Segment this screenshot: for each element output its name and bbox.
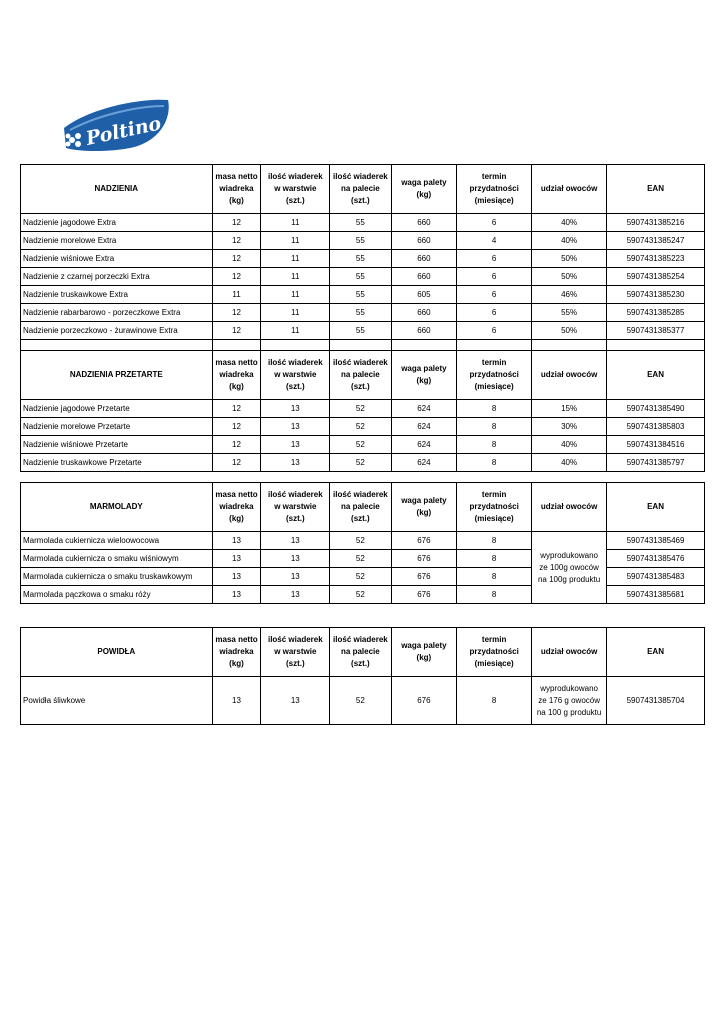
value-cell: 50% <box>532 268 607 286</box>
column-header-line: w warstwie <box>274 647 317 656</box>
table-row <box>21 400 705 418</box>
value-cell: 40% <box>532 232 607 250</box>
column-header <box>212 165 261 214</box>
value-cell: 660 <box>391 304 457 322</box>
column-header <box>330 483 391 532</box>
value-cell: 30% <box>532 418 607 436</box>
column-header <box>330 165 391 214</box>
value-cell: 660 <box>391 232 457 250</box>
value-cell: 6 <box>457 304 532 322</box>
column-header-line: masa netto <box>215 635 258 644</box>
product-name-cell: Marmolada cukiernicza o smaku wiśniowym <box>21 550 213 568</box>
value-cell: 52 <box>330 532 391 550</box>
value-cell: 660 <box>391 250 457 268</box>
column-header-line: (miesiące) <box>474 659 514 668</box>
value-cell: 11 <box>212 286 261 304</box>
column-header <box>457 628 532 677</box>
value-cell: 11 <box>261 232 330 250</box>
column-header <box>607 165 705 214</box>
column-header-line: waga palety <box>401 178 447 187</box>
value-cell: 11 <box>261 268 330 286</box>
section-header-row <box>21 165 705 214</box>
column-header <box>532 628 607 677</box>
column-header <box>532 351 607 400</box>
column-header-line: waga palety <box>401 641 447 650</box>
column-header-line: termin <box>481 490 507 499</box>
section-header-row <box>21 628 705 677</box>
value-cell: 13 <box>212 586 261 604</box>
table-row <box>21 532 705 550</box>
value-cell: 8 <box>457 532 532 550</box>
table-row <box>21 436 705 454</box>
value-cell: 8 <box>457 436 532 454</box>
spacer-cell <box>261 340 330 351</box>
column-header-line: (kg) <box>229 382 244 391</box>
fruit-share-line: na 100 g produktu <box>536 707 602 717</box>
value-cell: 11 <box>261 322 330 340</box>
value-cell: 12 <box>212 232 261 250</box>
column-header-line: (kg) <box>229 196 244 205</box>
column-header-line: wiadreka <box>219 502 254 511</box>
value-cell: 624 <box>391 454 457 472</box>
products-table-nadzienia <box>20 164 705 472</box>
column-header <box>391 628 457 677</box>
value-cell: 8 <box>457 418 532 436</box>
value-cell: 12 <box>212 400 261 418</box>
value-cell: 55 <box>330 232 391 250</box>
value-cell: 12 <box>212 436 261 454</box>
column-header-line: na palecie <box>341 502 380 511</box>
product-name-cell: Marmolada cukiernicza o smaku truskawkowym <box>21 568 213 586</box>
spacer-cell <box>457 340 532 351</box>
table-row <box>21 286 705 304</box>
column-header <box>532 165 607 214</box>
ean-cell: 5907431385681 <box>607 586 705 604</box>
column-header-line: (kg) <box>229 659 244 668</box>
column-header <box>457 483 532 532</box>
value-cell: 55 <box>330 268 391 286</box>
ean-cell: 5907431385803 <box>607 418 705 436</box>
value-cell: 12 <box>212 268 261 286</box>
column-header <box>391 165 457 214</box>
table-row <box>21 677 705 725</box>
value-cell: 660 <box>391 322 457 340</box>
column-header-line: EAN <box>647 370 664 379</box>
value-cell: 55 <box>330 304 391 322</box>
column-header-line: waga palety <box>401 496 447 505</box>
column-header-line: ilość wiaderek <box>333 172 388 181</box>
column-header-line: (szt.) <box>285 196 305 205</box>
column-header <box>261 165 330 214</box>
column-header-line: przydatności <box>469 647 519 656</box>
value-cell: 660 <box>391 268 457 286</box>
column-header-line: (miesiące) <box>474 514 514 523</box>
value-cell: 40% <box>532 436 607 454</box>
ean-cell: 5907431385704 <box>607 677 705 725</box>
column-header-line: (szt.) <box>351 382 370 391</box>
column-header-line: udział owoców <box>540 370 598 379</box>
column-header-line: (szt.) <box>351 514 370 523</box>
value-cell: 8 <box>457 454 532 472</box>
value-cell: 8 <box>457 550 532 568</box>
column-header <box>457 351 532 400</box>
value-cell: 15% <box>532 400 607 418</box>
column-header-line: EAN <box>647 184 664 193</box>
value-cell: 13 <box>212 568 261 586</box>
ean-cell: 5907431385247 <box>607 232 705 250</box>
spacer-cell <box>21 340 213 351</box>
value-cell: 52 <box>330 677 391 725</box>
value-cell: 13 <box>261 532 330 550</box>
value-cell: 8 <box>457 568 532 586</box>
spacer-cell <box>391 340 457 351</box>
value-cell: 13 <box>261 436 330 454</box>
value-cell: 52 <box>330 454 391 472</box>
value-cell: 52 <box>330 400 391 418</box>
spacer-row <box>21 340 705 351</box>
column-header-line: termin <box>481 358 507 367</box>
column-header-line: wiadreka <box>219 370 254 379</box>
value-cell: 52 <box>330 550 391 568</box>
ean-cell: 5907431385216 <box>607 214 705 232</box>
section-title: MARMOLADY <box>21 483 213 532</box>
ean-cell: 5907431385230 <box>607 286 705 304</box>
product-name-cell: Nadzienie truskawkowe Przetarte <box>21 454 213 472</box>
column-header-line: (szt.) <box>351 196 370 205</box>
ean-cell: 5907431384516 <box>607 436 705 454</box>
section-title: NADZIENIA PRZETARTE <box>21 351 213 400</box>
product-name-cell: Nadzienie wiśniowe Extra <box>21 250 213 268</box>
fruit-share-line: na 100g produktu <box>537 574 601 584</box>
product-name-cell: Nadzienie z czarnej porzeczki Extra <box>21 268 213 286</box>
value-cell: 13 <box>261 418 330 436</box>
value-cell: 13 <box>261 586 330 604</box>
column-header-line: termin <box>481 172 507 181</box>
value-cell: 8 <box>457 586 532 604</box>
product-name-cell: Nadzienie rabarbarowo - porzeczkowe Extra <box>21 304 213 322</box>
column-header-line: (miesiące) <box>474 196 514 205</box>
column-header-line: (szt.) <box>285 514 305 523</box>
spacer-cell <box>607 340 705 351</box>
column-header-line: ilość wiaderek <box>267 172 323 181</box>
value-cell: 8 <box>457 677 532 725</box>
column-header-line: termin <box>481 635 507 644</box>
value-cell: 40% <box>532 214 607 232</box>
value-cell: 676 <box>391 677 457 725</box>
column-header-line: ilość wiaderek <box>267 490 323 499</box>
column-header-line: przydatności <box>469 184 519 193</box>
value-cell: 52 <box>330 568 391 586</box>
product-name-cell: Nadzienie porzeczkowo - żurawinowe Extra <box>21 322 213 340</box>
value-cell: 624 <box>391 436 457 454</box>
column-header-line: (kg) <box>229 514 244 523</box>
column-header <box>607 628 705 677</box>
column-header <box>391 483 457 532</box>
value-cell: 13 <box>212 677 261 725</box>
column-header-line: udział owoców <box>540 647 598 656</box>
column-header <box>607 483 705 532</box>
column-header <box>261 351 330 400</box>
value-cell: 55 <box>330 322 391 340</box>
column-header <box>261 628 330 677</box>
column-header <box>212 351 261 400</box>
column-header-line: waga palety <box>401 364 447 373</box>
logo-text: Poltino <box>84 112 164 150</box>
table-row <box>21 268 705 286</box>
value-cell: 660 <box>391 214 457 232</box>
column-header <box>212 628 261 677</box>
column-header-line: (kg) <box>416 508 432 517</box>
value-cell: 676 <box>391 568 457 586</box>
column-header-line: udział owoców <box>540 184 598 193</box>
value-cell: 13 <box>261 400 330 418</box>
column-header-line: EAN <box>647 502 664 511</box>
value-cell: 6 <box>457 250 532 268</box>
value-cell: 55 <box>330 286 391 304</box>
column-header-line: (szt.) <box>285 659 305 668</box>
value-cell: 52 <box>330 418 391 436</box>
value-cell: 12 <box>212 214 261 232</box>
column-header <box>607 351 705 400</box>
value-cell: 12 <box>212 304 261 322</box>
products-table-powidla <box>20 627 705 725</box>
column-header-line: na palecie <box>341 370 380 379</box>
ean-cell: 5907431385223 <box>607 250 705 268</box>
column-header-line: w warstwie <box>274 502 317 511</box>
table-row <box>21 232 705 250</box>
ean-cell: 5907431385285 <box>607 304 705 322</box>
section-header-row <box>21 351 705 400</box>
value-cell: 12 <box>212 454 261 472</box>
value-cell: 12 <box>212 322 261 340</box>
table-row <box>21 214 705 232</box>
ean-cell: 5907431385377 <box>607 322 705 340</box>
value-cell: 6 <box>457 214 532 232</box>
product-name-cell: Nadzienie morelowe Przetarte <box>21 418 213 436</box>
product-name-cell: Nadzienie jagodowe Przetarte <box>21 400 213 418</box>
column-header-line: ilość wiaderek <box>333 635 388 644</box>
spacer-cell <box>212 340 261 351</box>
value-cell: 12 <box>212 418 261 436</box>
ean-cell: 5907431385254 <box>607 268 705 286</box>
value-cell: 605 <box>391 286 457 304</box>
value-cell: 50% <box>532 322 607 340</box>
value-cell: 6 <box>457 322 532 340</box>
column-header-line: (kg) <box>416 653 432 662</box>
value-cell: 55 <box>330 214 391 232</box>
spacer-cell <box>532 340 607 351</box>
value-cell: 6 <box>457 286 532 304</box>
ean-cell: 5907431385476 <box>607 550 705 568</box>
column-header-line: ilość wiaderek <box>333 358 388 367</box>
column-header-line: na palecie <box>341 184 380 193</box>
column-header-line: wiadreka <box>219 647 254 656</box>
column-header <box>212 483 261 532</box>
column-header <box>532 483 607 532</box>
value-cell: 676 <box>391 586 457 604</box>
table-row <box>21 304 705 322</box>
value-cell: 13 <box>261 677 330 725</box>
value-cell: 52 <box>330 436 391 454</box>
table-row <box>21 322 705 340</box>
product-name-cell: Nadzienie jagodowe Extra <box>21 214 213 232</box>
column-header-line: ilość wiaderek <box>267 358 323 367</box>
column-header <box>391 351 457 400</box>
column-header-line: udział owoców <box>540 502 598 511</box>
column-header-line: w warstwie <box>274 184 317 193</box>
column-header-line: przydatności <box>469 370 519 379</box>
value-cell: 11 <box>261 214 330 232</box>
value-cell: 676 <box>391 550 457 568</box>
product-name-cell: Nadzienie truskawkowe Extra <box>21 286 213 304</box>
fruit-share-line: wyprodukowano <box>540 550 598 560</box>
column-header-line: w warstwie <box>274 370 317 379</box>
value-cell: 52 <box>330 586 391 604</box>
column-header-line: ilość wiaderek <box>333 490 388 499</box>
column-header-line: masa netto <box>215 490 258 499</box>
column-header <box>457 165 532 214</box>
column-header-line: przydatności <box>469 502 519 511</box>
products-table-marmolady <box>20 482 705 604</box>
section-title: NADZIENIA <box>21 165 213 214</box>
column-header-line: (szt.) <box>285 382 305 391</box>
section-title: POWIDŁA <box>21 628 213 677</box>
value-cell: 13 <box>212 532 261 550</box>
value-cell: 624 <box>391 418 457 436</box>
column-header-line: wiadreka <box>219 184 254 193</box>
table-row <box>21 250 705 268</box>
product-name-cell: Nadzienie wiśniowe Przetarte <box>21 436 213 454</box>
value-cell: 50% <box>532 250 607 268</box>
column-header-line: EAN <box>647 647 664 656</box>
value-cell: 55 <box>330 250 391 268</box>
value-cell: 4 <box>457 232 532 250</box>
product-name-cell: Marmolada cukiernicza wieloowocowa <box>21 532 213 550</box>
fruit-share-line: ze 176 g owoców <box>538 695 601 705</box>
value-cell: 46% <box>532 286 607 304</box>
poltino-logo <box>60 98 172 154</box>
value-cell: 55% <box>532 304 607 322</box>
product-name-cell: Nadzienie morelowe Extra <box>21 232 213 250</box>
value-cell: 11 <box>261 250 330 268</box>
product-name-cell: Marmolada pączkowa o smaku róży <box>21 586 213 604</box>
product-name-cell: Powidła śliwkowe <box>21 677 213 725</box>
spacer-cell <box>330 340 391 351</box>
column-header-line: na palecie <box>341 647 380 656</box>
value-cell: 13 <box>212 550 261 568</box>
fruit-share-line: ze 100g owoców <box>539 562 599 572</box>
column-header-line: masa netto <box>215 172 258 181</box>
column-header-line: (kg) <box>416 376 432 385</box>
ean-cell: 5907431385469 <box>607 532 705 550</box>
value-cell: 13 <box>261 454 330 472</box>
table-row <box>21 418 705 436</box>
fruit-share-merged-cell <box>532 677 607 725</box>
table-row <box>21 454 705 472</box>
value-cell: 12 <box>212 250 261 268</box>
column-header-line: (kg) <box>416 190 432 199</box>
fruit-share-merged-cell <box>532 532 607 604</box>
column-header-line: (szt.) <box>351 659 370 668</box>
value-cell: 13 <box>261 568 330 586</box>
column-header <box>261 483 330 532</box>
value-cell: 6 <box>457 268 532 286</box>
ean-cell: 5907431385483 <box>607 568 705 586</box>
ean-cell: 5907431385797 <box>607 454 705 472</box>
section-header-row <box>21 483 705 532</box>
column-header-line: ilość wiaderek <box>267 635 323 644</box>
value-cell: 13 <box>261 550 330 568</box>
value-cell: 11 <box>261 304 330 322</box>
column-header-line: masa netto <box>215 358 258 367</box>
value-cell: 624 <box>391 400 457 418</box>
value-cell: 676 <box>391 532 457 550</box>
fruit-share-line: wyprodukowano <box>540 683 598 693</box>
value-cell: 11 <box>261 286 330 304</box>
column-header <box>330 628 391 677</box>
value-cell: 40% <box>532 454 607 472</box>
ean-cell: 5907431385490 <box>607 400 705 418</box>
column-header-line: (miesiące) <box>474 382 514 391</box>
column-header <box>330 351 391 400</box>
value-cell: 8 <box>457 400 532 418</box>
